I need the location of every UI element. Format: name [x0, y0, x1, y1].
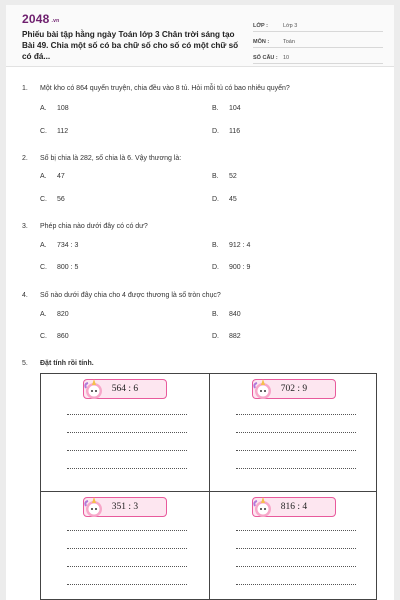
answer-line[interactable]	[236, 584, 356, 585]
calc-cell-4	[210, 492, 378, 600]
calc-cell-1	[41, 374, 209, 491]
question-text: Một kho có 864 quyển truyện, chia đều vào 8 tủ. Hỏi mỗi tủ có bao nhiêu quyển?	[40, 85, 290, 92]
question-text: Số nào dưới đây chia cho 4 được thương là số tròn chục?	[40, 292, 221, 299]
worksheet-title: Phiếu bài tập hằng ngày Toán lớp 3 Chân trời sáng tạo Bài 49. Chia một số có ba chữ số cho số có một chữ số có đá...	[22, 30, 239, 61]
unicorn-icon	[82, 378, 106, 400]
meta-key: MÔN :	[253, 39, 270, 45]
calc-expression: 702 : 9	[252, 379, 336, 399]
answer-line[interactable]	[67, 450, 187, 451]
answer-line[interactable]	[236, 468, 356, 469]
unicorn-icon	[251, 378, 275, 400]
answer-line[interactable]	[236, 432, 356, 433]
worksheet-page	[6, 5, 394, 600]
option-d[interactable]: D. 116	[212, 128, 241, 135]
calc-cell-3	[41, 492, 209, 600]
answer-line[interactable]	[67, 432, 187, 433]
option-c[interactable]: C. 800 : 5	[40, 264, 79, 271]
calc-expression: 816 : 4	[252, 497, 336, 517]
question-number: 4.	[22, 292, 28, 299]
option-c[interactable]: C. 112	[40, 128, 69, 135]
answer-line[interactable]	[236, 414, 356, 415]
answer-line[interactable]	[236, 530, 356, 531]
answer-line[interactable]	[67, 566, 187, 567]
option-d[interactable]: D. 45	[212, 196, 237, 203]
option-b[interactable]: B. 52	[212, 173, 237, 180]
question-number: 3.	[22, 223, 28, 230]
option-b[interactable]: B. 840	[212, 311, 241, 318]
answer-line[interactable]	[236, 548, 356, 549]
calc-expression: 564 : 6	[83, 379, 167, 399]
question-text: Đặt tính rồi tính.	[40, 360, 94, 367]
option-a[interactable]: A. 734 : 3	[40, 242, 79, 249]
meta-value: Lớp 3	[283, 23, 298, 29]
option-b[interactable]: B. 912 : 4	[212, 242, 251, 249]
meta-row-class	[253, 16, 383, 32]
answer-line[interactable]	[67, 468, 187, 469]
question-number: 2.	[22, 155, 28, 162]
option-c[interactable]: C. 860	[40, 333, 69, 340]
calc-expression: 351 : 3	[83, 497, 167, 517]
answer-line[interactable]	[67, 584, 187, 585]
question-number: 5.	[22, 360, 28, 367]
worksheet-header	[6, 5, 394, 67]
option-c[interactable]: C. 56	[40, 196, 65, 203]
unicorn-icon	[251, 496, 275, 518]
unicorn-icon	[82, 496, 106, 518]
answer-line[interactable]	[236, 566, 356, 567]
calc-cell-2	[210, 374, 378, 491]
meta-row-subject	[253, 32, 383, 48]
option-a[interactable]: A. 820	[40, 311, 69, 318]
answer-line[interactable]	[67, 530, 187, 531]
meta-key: LỚP :	[253, 23, 268, 29]
question-text: Phép chia nào dưới đây có có dư?	[40, 223, 148, 230]
meta-value: 10	[283, 55, 290, 61]
brand-logo[interactable]: 2048 .vn	[22, 12, 60, 26]
answer-line[interactable]	[67, 414, 187, 415]
meta-value: Toán	[283, 39, 295, 45]
calculation-grid	[40, 373, 377, 600]
option-b[interactable]: B. 104	[212, 105, 241, 112]
option-d[interactable]: D. 900 : 9	[212, 264, 251, 271]
option-a[interactable]: A. 108	[40, 105, 69, 112]
answer-line[interactable]	[67, 548, 187, 549]
question-text: Số bị chia là 282, số chia là 6. Vậy thương là:	[40, 155, 182, 162]
option-a[interactable]: A. 47	[40, 173, 65, 180]
question-number: 1.	[22, 85, 28, 92]
meta-row-count	[253, 48, 383, 64]
option-d[interactable]: D. 882	[212, 333, 241, 340]
worksheet-meta	[253, 16, 383, 64]
meta-key: SỐ CÂU :	[253, 55, 278, 61]
answer-line[interactable]	[236, 450, 356, 451]
